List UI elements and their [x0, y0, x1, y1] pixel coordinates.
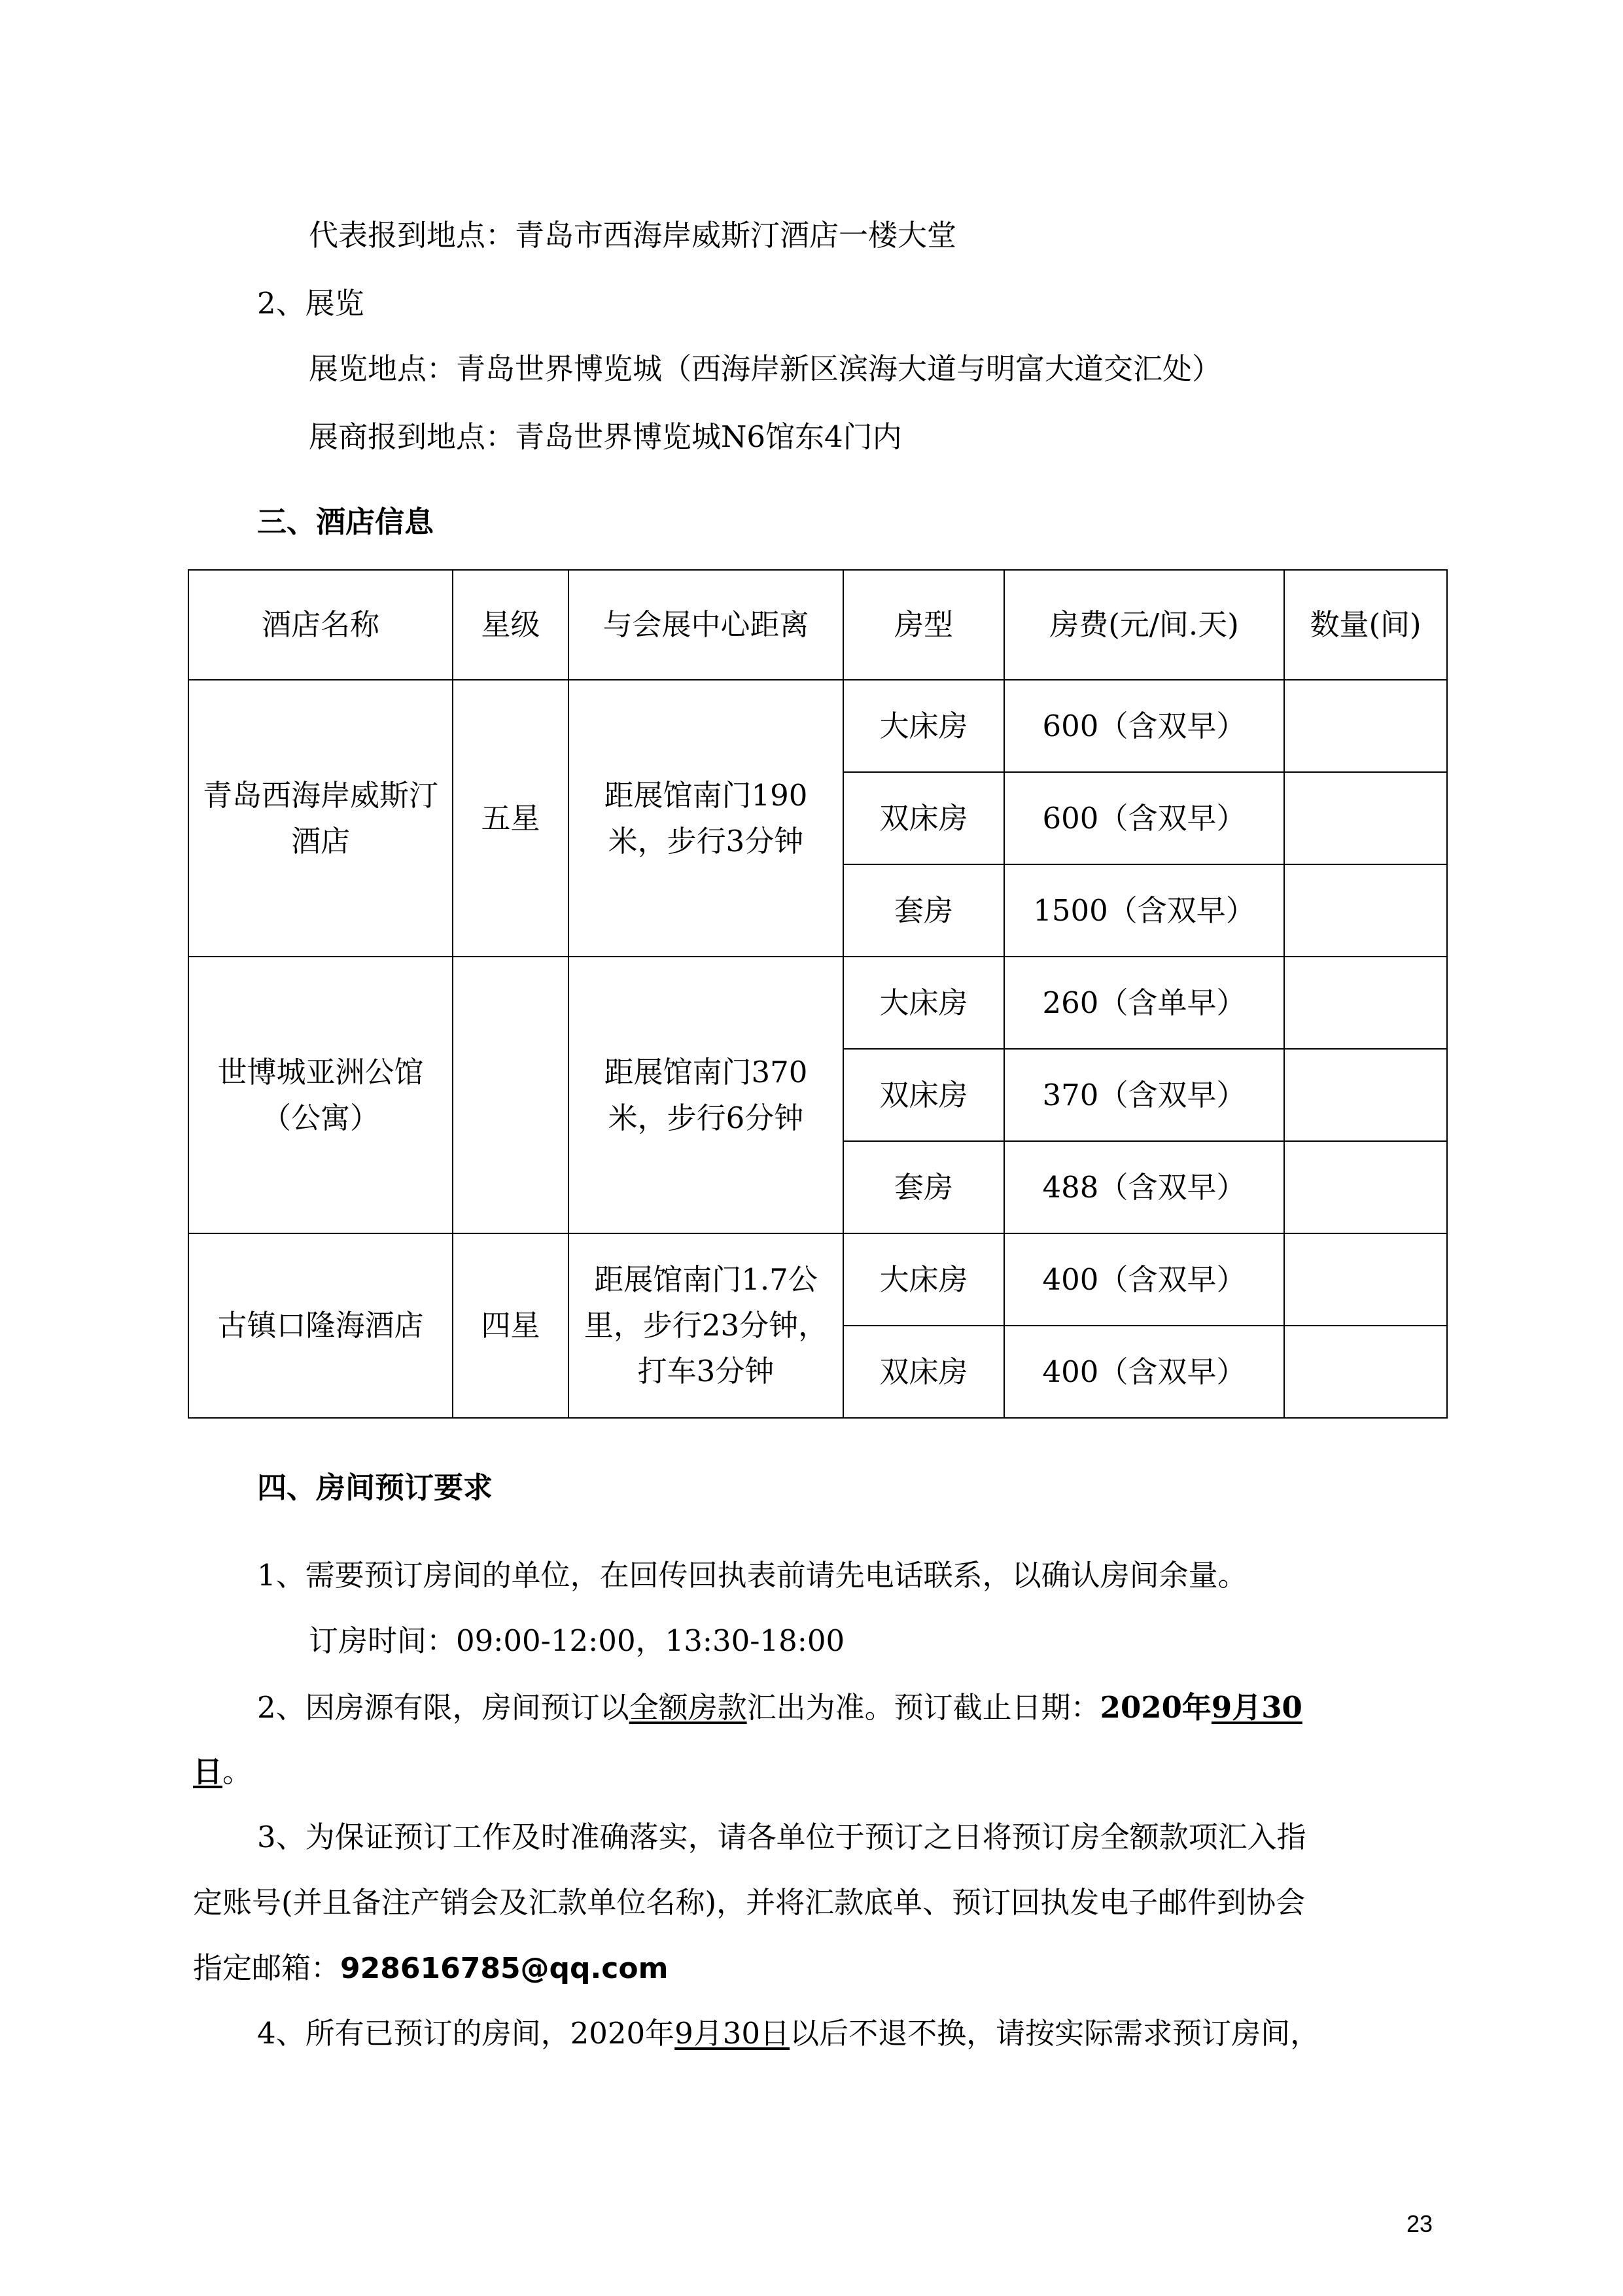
- requirement-3-line2: 定账号(并且备注产销会及汇款单位名称)，并将汇款底单、预订回执发电子邮件到协会: [193, 1885, 1306, 1920]
- req2-year: 2020年: [1100, 1690, 1212, 1725]
- hotel-distance-cell: 距展馆南门1.7公里，步行23分钟，打车3分钟: [568, 1233, 843, 1418]
- room-type-cell: 大床房: [843, 957, 1004, 1049]
- email-label: 指定邮箱：: [193, 1951, 341, 1985]
- room-type-cell: 双床房: [843, 772, 1004, 864]
- exhibition-heading: 2、展览: [257, 286, 364, 321]
- requirement-2: [257, 1688, 1302, 1727]
- room-type-cell: 套房: [843, 1141, 1004, 1233]
- email-address: 928616785@qq.com: [340, 1952, 669, 1985]
- room-quantity-cell: [1284, 957, 1447, 1049]
- booking-hours: 订房时间：09:00-12:00，13:30-18:00: [309, 1623, 845, 1658]
- header-hotel-name: 酒店名称: [188, 570, 453, 680]
- header-quantity: 数量(间): [1284, 570, 1447, 680]
- room-type-cell: 大床房: [843, 680, 1004, 772]
- room-quantity-cell: [1284, 1049, 1447, 1141]
- room-price-cell: 260（含单早）: [1004, 957, 1284, 1049]
- requirement-3-line3: [193, 1949, 668, 1988]
- exhibitor-checkin-line: 展商报到地点：青岛世界博览城N6馆东4门内: [309, 419, 902, 454]
- section3-heading: 三、酒店信息: [257, 504, 434, 539]
- table-row: [188, 957, 1447, 1049]
- room-quantity-cell: [1284, 864, 1447, 957]
- room-price-cell: 1500（含双早）: [1004, 864, 1284, 957]
- hotel-name-cell: 古镇口隆海酒店: [188, 1233, 453, 1418]
- room-price-cell: 600（含双早）: [1004, 680, 1284, 772]
- room-price-cell: 488（含双早）: [1004, 1141, 1284, 1233]
- hotel-name-cell: 青岛西海岸威斯汀酒店: [188, 680, 453, 957]
- room-price-cell: 400（含双早）: [1004, 1326, 1284, 1418]
- requirement-1: 1、需要预订房间的单位，在回传回执表前请先电话联系，以确认房间余量。: [257, 1558, 1248, 1593]
- room-type-cell: 套房: [843, 864, 1004, 957]
- room-type-cell: 双床房: [843, 1049, 1004, 1141]
- hotel-distance-cell: 距展馆南门370米，步行6分钟: [568, 957, 843, 1233]
- req2-text: 2、因房源有限，房间预订以: [257, 1690, 629, 1725]
- hotel-info-table: [188, 569, 1448, 1419]
- header-distance: 与会展中心距离: [568, 570, 843, 680]
- req2-deadline-day: 日: [193, 1754, 223, 1789]
- room-quantity-cell: [1284, 1141, 1447, 1233]
- req4-text-2: 以后不退不换，请按实际需求预订房间，: [790, 2016, 1320, 2051]
- exhibition-venue-line: 展览地点：青岛世界博览城（西海岸新区滨海大道与明富大道交汇处）: [309, 351, 1222, 386]
- req2-full-payment: 全额房款: [629, 1690, 747, 1725]
- room-price-cell: 370（含双早）: [1004, 1049, 1284, 1141]
- room-price-cell: 600（含双早）: [1004, 772, 1284, 864]
- req2-text-2: 汇出为准。预订截止日期：: [746, 1690, 1100, 1725]
- room-quantity-cell: [1284, 680, 1447, 772]
- requirement-4: [257, 2014, 1319, 2053]
- hotel-star-cell: 四星: [453, 1233, 568, 1418]
- header-star: 星级: [453, 570, 568, 680]
- page-number: 23: [1406, 2210, 1433, 2237]
- rep-checkin-line: 代表报到地点：青岛市西海岸威斯汀酒店一楼大堂: [309, 218, 957, 253]
- table-row: [188, 1233, 1447, 1326]
- requirement-3-line1: 3、为保证预订工作及时准确落实，请各单位于预订之日将预订房全额款项汇入指: [257, 1820, 1306, 1854]
- req4-date: 9月30日: [674, 2016, 790, 2051]
- table-row: [188, 680, 1447, 772]
- hotel-distance-cell: 距展馆南门190米，步行3分钟: [568, 680, 843, 957]
- hotel-name-cell: 世博城亚洲公馆（公寓）: [188, 957, 453, 1233]
- room-quantity-cell: [1284, 1233, 1447, 1326]
- section4-heading: 四、房间预订要求: [257, 1470, 493, 1505]
- room-price-cell: 400（含双早）: [1004, 1233, 1284, 1326]
- room-type-cell: 大床房: [843, 1233, 1004, 1326]
- hotel-star-cell: [453, 957, 568, 1233]
- hotel-star-cell: 五星: [453, 680, 568, 957]
- table-header-row: [188, 570, 1447, 680]
- req4-text: 4、所有已预订的房间，2020年: [257, 2016, 675, 2051]
- room-quantity-cell: [1284, 772, 1447, 864]
- room-type-cell: 双床房: [843, 1326, 1004, 1418]
- header-price: 房费(元/间.天): [1004, 570, 1284, 680]
- header-room-type: 房型: [843, 570, 1004, 680]
- requirement-2-cont: [193, 1752, 252, 1792]
- req2-period: 。: [222, 1754, 253, 1789]
- req2-deadline: 9月30: [1211, 1690, 1302, 1725]
- room-quantity-cell: [1284, 1326, 1447, 1418]
